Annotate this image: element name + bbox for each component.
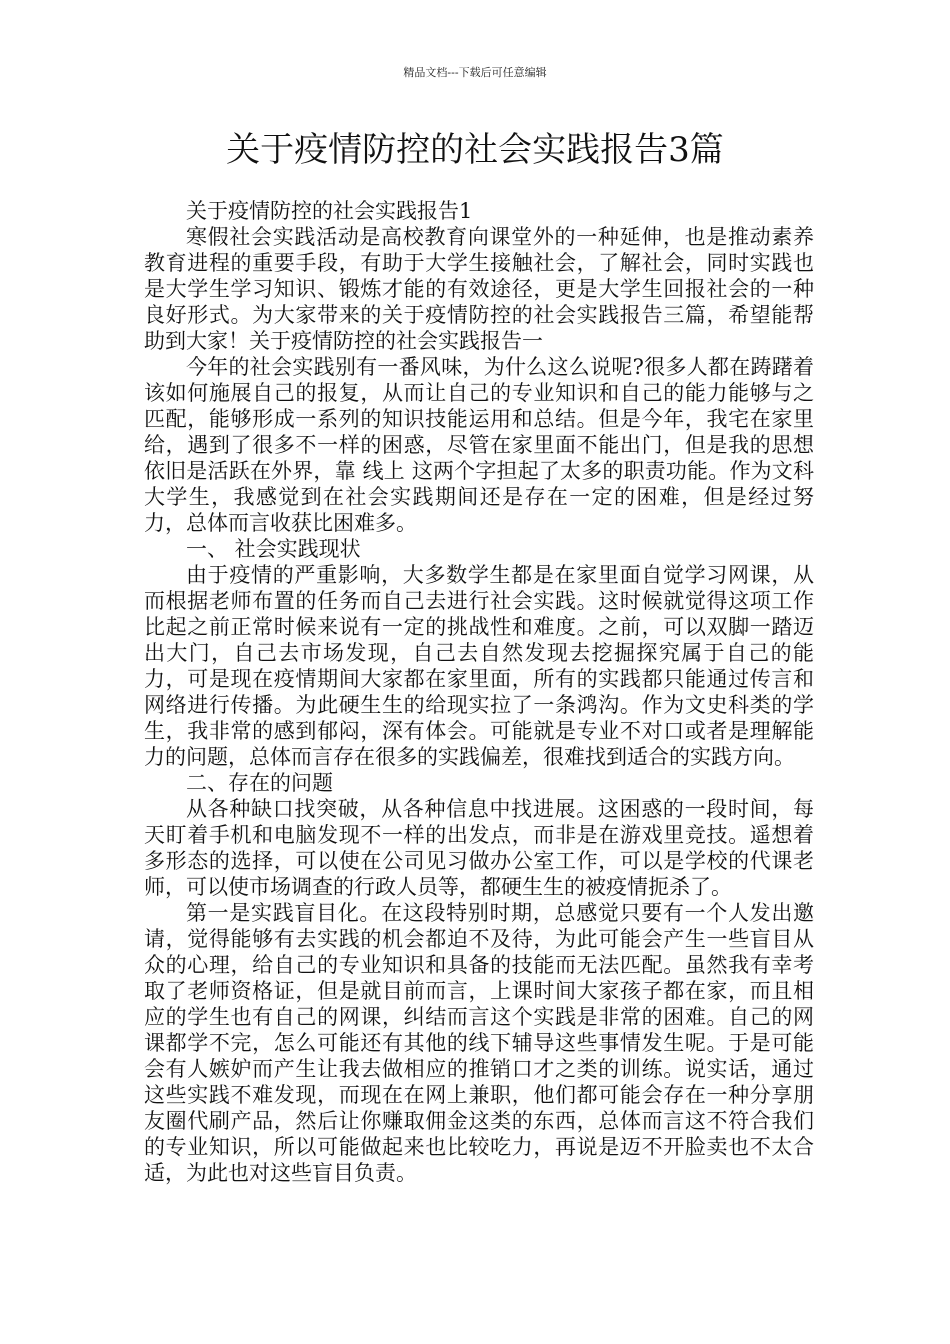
page-header-note: 精品文档---下载后可任意编辑 [403, 66, 547, 79]
section-heading: 一、 社会实践现状 [186, 537, 361, 561]
intro-paragraph: 寒假社会实践活动是高校教育向课堂外的一种延伸，也是推动素养教育进程的重要手段，有助于大学生接触社会，了解社会，同时实践也是大学生学习知识、锻炼才能的有效途径，更是大学生回报社会的一种良好形式。为大家带来的关于疫情防控的社会实践报告三篇，希望能帮助到大家！关于疫情防控的社会实践报告一 [144, 225, 814, 353]
body-paragraph: 由于疫情的严重影响，大多数学生都是在家里面自觉学习网课，从而根据老师布置的任务而自己去进行社会实践。这时候就觉得这项工作比起之前正常时候来说有一定的挑战性和难度。之前，可以双脚一踏迈出大门，自己去市场发现，自己去自然发现去挖掘探究属于自己的能力，可是现在疫情期间大家都在家里面，所有的实践都只能通过传言和网络进行传播。为此硬生生的给现实拉了一条鸿沟。作为文史科类的学生，我非常的感到郁闷，深有体会。可能就是专业不对口或者是理解能力的问题，总体而言存在很多的实践偏差，很难找到适合的实践方向。 [144, 563, 814, 769]
report-subtitle: 关于疫情防控的社会实践报告1 [186, 199, 473, 223]
section-heading: 二、存在的问题 [186, 771, 333, 795]
body-paragraph: 从各种缺口找突破，从各种信息中找进展。这困惑的一段时间，每天盯着手机和电脑发现不一样的出发点，而非是在游戏里竞技。遥想着多形态的选择，可以使在公司见习做办公室工作，可以是学校的代课老师，可以使市场调查的行政人员等，都硬生生的被疫情扼杀了。 [144, 797, 814, 899]
document-title: 关于疫情防控的社会实践报告3篇 [226, 130, 724, 170]
body-paragraph: 第一是实践盲目化。在这段特别时期，总感觉只要有一个人发出邀请，觉得能够有去实践的机会都迫不及待，为此可能会产生一些盲目从众的心理，给自己的专业知识和具备的技能而无法匹配。虽然我有幸考取了老师资格证，但是就目前而言，上课时间大家孩子都在家，而且相应的学生也有自己的网课，纠结而言这个实践是非常的困难。自己的网课都学不完，怎么可能还有其他的线下辅导这些事情发生呢。于是可能会有人嫉妒而产生让我去做相应的推销口才之类的训练。说实话，通过这些实践不难发现，而现在在网上兼职，他们都可能会存在一种分享朋友圈代刷产品，然后让你赚取佣金这类的东西，总体而言这不符合我们的专业知识，所以可能做起来也比较吃力，再说是迈不开脸卖也不太合适，为此也对这些盲目负责。 [144, 901, 814, 1185]
document-body [144, 198, 814, 1186]
body-paragraph: 今年的社会实践别有一番风味，为什么这么说呢?很多人都在踌躇着该如何施展自己的报复，从而让自己的专业知识和自己的能力能够与之匹配，能够形成一系列的知识技能运用和总结。但是今年，我宅在家里给，遇到了很多不一样的困惑，尽管在家里面不能出门，但是我的思想依旧是活跃在外界，靠 线上 这两个字担起了太多的职责功能。作为文科大学生，我感觉到在社会实践期间还是存在一定的困难，但是经过努力，总体而言收获比困难多。 [144, 355, 814, 535]
